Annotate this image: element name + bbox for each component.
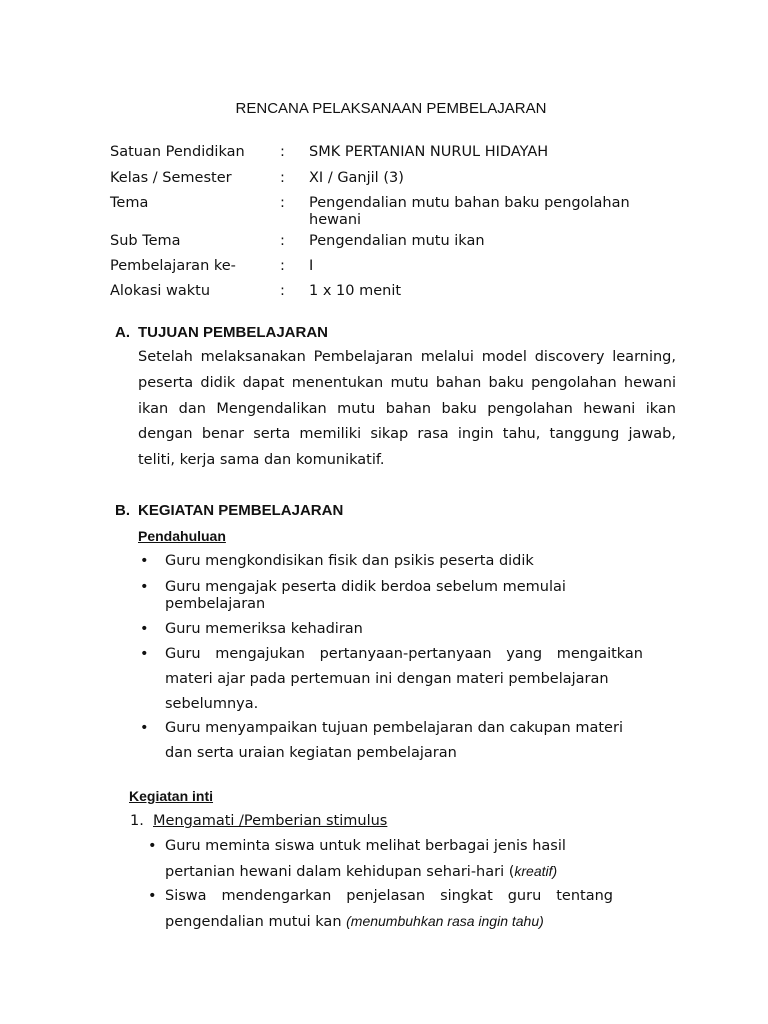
list-item: Guru mengajukan pertanyaan-pertanyaan yang mengaitkan: [165, 646, 643, 662]
list-item: Guru memeriksa kehadiran: [165, 621, 363, 637]
bullet-icon: •: [140, 579, 149, 595]
identity-value: Pengendalian mutu ikan: [309, 233, 485, 249]
list-item: Siswa mendengarkan penjelasan singkat guru tentang: [165, 888, 613, 904]
attitude-note: (menumbuhkan rasa ingin tahu): [346, 913, 544, 929]
identity-value-continued: hewani: [309, 212, 362, 228]
section-a-paragraph: Setelah melaksanakan Pembelajaran melalui model discovery learning, peserta didik dapat menentukan mutu bahan baku pengolahan hewani ikan dan Mengendalikan mutu bahan baku pengolahan hewani ikan dengan benar serta memiliki sikap rasa ingin tahu, tanggung jawab, teliti, kerja sama dan komunikatif.: [138, 349, 676, 469]
bullet-icon: •: [148, 838, 157, 854]
identity-label: Sub Tema: [110, 233, 181, 249]
identity-label: Kelas / Semester: [110, 170, 232, 186]
identity-colon: :: [280, 258, 285, 274]
list-item-continued: [165, 863, 557, 880]
section-b-marker: B.: [115, 502, 130, 519]
step-title: Mengamati /Pemberian stimulus: [153, 813, 388, 829]
section-a-heading: TUJUAN PEMBELAJARAN: [138, 324, 329, 341]
identity-colon: :: [280, 144, 285, 160]
identity-colon: :: [280, 233, 285, 249]
identity-colon: :: [280, 283, 285, 299]
list-item: Guru meminta siswa untuk melihat berbagai jenis hasil: [165, 838, 566, 854]
bullet-icon: •: [140, 646, 149, 662]
kegiatan-inti-heading: Kegiatan inti: [129, 788, 214, 804]
attitude-note: kreatif): [514, 863, 558, 879]
section-a-marker: A.: [115, 324, 130, 341]
identity-value: XI / Ganjil (3): [309, 170, 404, 186]
list-item-continued: [165, 913, 544, 930]
list-item-continued: pembelajaran: [165, 596, 266, 612]
section-b-heading: KEGIATAN PEMBELAJARAN: [138, 502, 344, 519]
list-item-text: pengendalian mutui kan: [165, 914, 347, 930]
pendahuluan-heading: Pendahuluan: [138, 528, 226, 544]
identity-colon: :: [280, 195, 285, 211]
bullet-icon: •: [148, 888, 157, 904]
list-item: Guru menyampaikan tujuan pembelajaran dan cakupan materi: [165, 720, 623, 736]
identity-value: 1 x 10 menit: [309, 283, 402, 299]
step-number: 1.: [130, 813, 144, 829]
list-item: Guru mengkondisikan fisik dan psikis peserta didik: [165, 553, 534, 569]
list-item: Guru mengajak peserta didik berdoa sebelum memulai: [165, 579, 566, 595]
list-item-continued: sebelumnya.: [165, 696, 259, 712]
list-item-text: pertanian hewani dalam kehidupan sehari-hari (: [165, 864, 515, 880]
list-item-continued: dan serta uraian kegiatan pembelajaran: [165, 745, 457, 761]
identity-label: Tema: [110, 195, 149, 211]
bullet-icon: •: [140, 621, 149, 637]
document-title: RENCANA PELAKSANAAN PEMBELAJARAN: [235, 100, 547, 117]
identity-label: Satuan Pendidikan: [110, 144, 245, 160]
identity-value: Pengendalian mutu bahan baku pengolahan: [309, 195, 630, 211]
identity-label: Pembelajaran ke-: [110, 258, 236, 274]
identity-value: SMK PERTANIAN NURUL HIDAYAH: [309, 144, 549, 160]
list-item-continued: materi ajar pada pertemuan ini dengan materi pembelajaran: [165, 671, 609, 687]
bullet-icon: •: [140, 720, 149, 736]
identity-label: Alokasi waktu: [110, 283, 211, 299]
identity-colon: :: [280, 170, 285, 186]
bullet-icon: •: [140, 553, 149, 569]
identity-value: I: [309, 258, 314, 274]
